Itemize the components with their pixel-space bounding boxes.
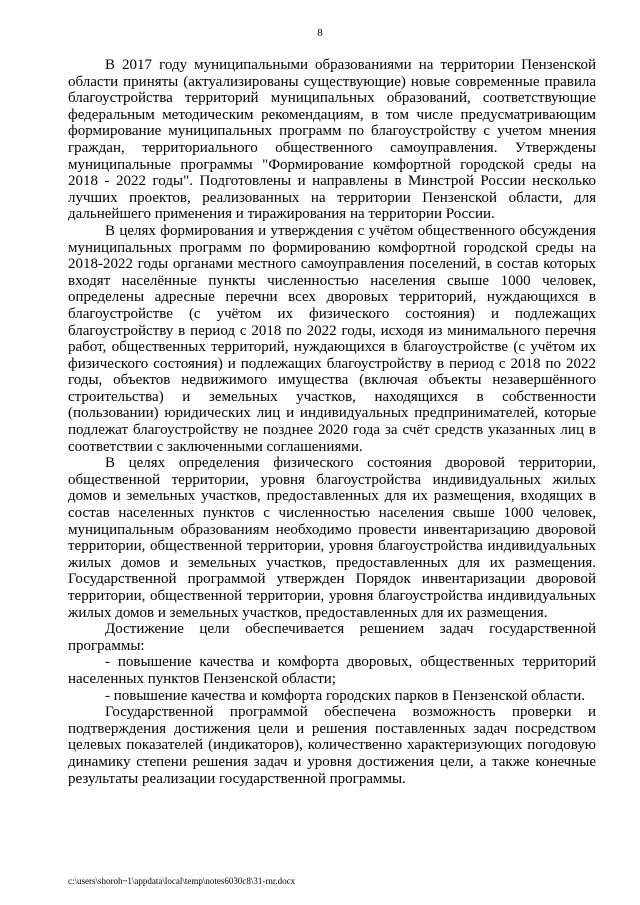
paragraph-3: В целях определения физического состояния дворовой территории, общественной территории, уровня благоустройства индивидуальных жилых домов и земельных участков, предоставленных для их размещения, входящих в состав населенных пунктов с численностью населения свыше 1000 человек, муниципальным образованиям необходимо провести инвентаризацию дворовой территории, общественной территории, уровня благоустройства индивидуальных жилых домов и земельных участков, предоставленных для их размещения. Государственной программой утвержден Порядок инвентаризации дворовой территории, общественной территории, уровня благоустройства индивидуальных жилых домов и земельных участков, предоставленных для их размещения. <box>68 455 596 621</box>
list-item-1: - повышение качества и комфорта дворовых, общественных территорий населенных пунктов Пензенской области; <box>68 654 596 687</box>
page-number: 8 <box>317 27 323 39</box>
paragraph-1: В 2017 году муниципальными образованиями на территории Пензенской области приняты (актуализированы существующие) новые современные правила благоустройства территорий муниципальных образований, соответствующие федеральным методическим рекомендациям, в том числе предусматривающим формирование муниципальных программ по благоустройству с учетом мнения граждан, территориального общественного самоуправления. Утверждены муниципальные программы "Формирование комфортной городской среды на 2018 - 2022 годы". Подготовлены и направлены в Минстрой России несколько лучших проектов, реализованных на территории Пензенской области, для дальнейшего применения и тиражирования на территории России. <box>68 57 596 223</box>
document-body <box>68 57 596 787</box>
paragraph-5: Государственной программой обеспечена возможность проверки и подтверждения достижения цели и решения поставленных задач посредством целевых показателей (индикаторов), количественно характеризующих погодовую динамику степени решения задач и уровня достижения цели, а также конечные результаты реализации государственной программы. <box>68 704 596 787</box>
list-item-2: - повышение качества и комфорта городских парков в Пензенской области. <box>105 687 586 704</box>
paragraph-4: Достижение цели обеспечивается решением задач государственной программы: <box>68 621 596 654</box>
paragraph-2: В целях формирования и утверждения с учётом общественного обсуждения муниципальных программ по формированию комфортной городской среды на 2018-2022 годы органами местного самоуправления поселений, в состав которых входят населённые пункты численностью населения свыше 1000 человек, определены адресные перечни всех дворовых территорий, нуждающихся в благоустройстве (с учётом их физического состояния) и подлежащих благоустройству в период с 2018 по 2022 годы, исходя из минимального перечня работ, общественных территорий, нуждающихся в благоустройстве (с учётом их физического состояния) и подлежащих благоустройству в период с 2018 по 2022 годы, объектов недвижимого имущества (включая объекты незавершённого строительства) и земельных участков, находящихся в собственности (пользовании) юридических лиц и индивидуальных предпринимателей, которые подлежат благоустройству не позднее 2020 года за счёт средств указанных лиц в соответствии с заключенными соглашениями. <box>68 222 596 455</box>
footer-file-path: c:\users\shoroh~1\appdata\local\temp\notes6030c8\31-rnr.docx <box>68 876 296 886</box>
